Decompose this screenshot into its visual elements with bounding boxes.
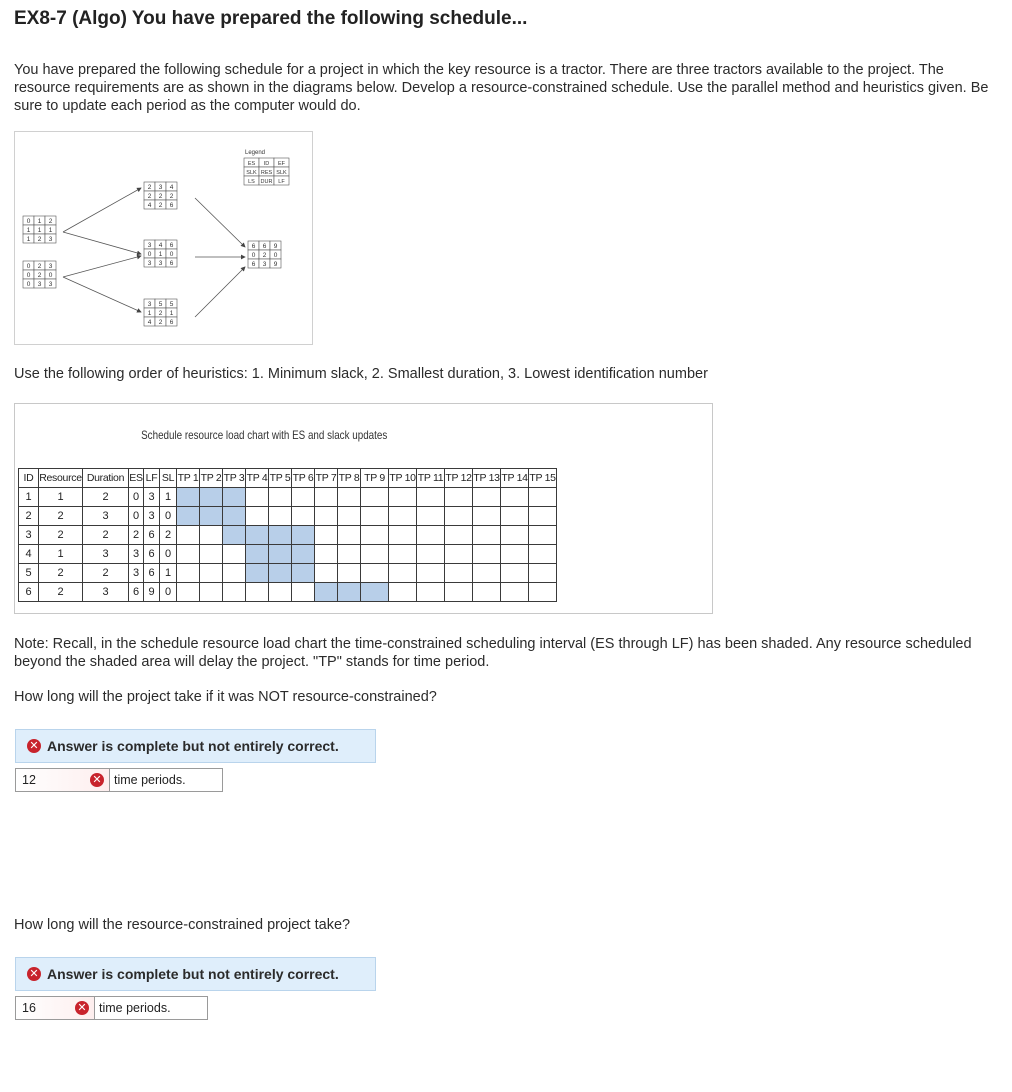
node-cell-text: 3 xyxy=(158,259,163,267)
shaded-period-cell xyxy=(177,488,200,507)
shaded-period-cell xyxy=(315,583,338,602)
cell-duration: 3 xyxy=(83,507,129,526)
cell-es: 0 xyxy=(129,507,144,526)
node-cell-text: 6 xyxy=(169,259,174,267)
node-cell-text: RES xyxy=(260,169,273,176)
load-chart-table xyxy=(18,468,557,602)
cell-duration: 3 xyxy=(83,583,129,602)
period-cell xyxy=(417,526,445,545)
shaded-period-cell xyxy=(361,583,389,602)
node-cell-text: 2 xyxy=(147,183,152,191)
period-cell xyxy=(389,583,417,602)
node-cell-text: 3 xyxy=(48,235,53,243)
cell-id: 4 xyxy=(19,545,39,564)
period-cell xyxy=(338,507,361,526)
period-cell xyxy=(246,583,269,602)
node-cell-text: SLK xyxy=(276,169,287,176)
period-cell xyxy=(292,507,315,526)
network-diagram xyxy=(14,131,313,345)
period-header: TP 13 xyxy=(473,469,501,488)
cell-duration: 2 xyxy=(83,564,129,583)
node-cell-text: 2 xyxy=(169,192,174,200)
answer-row-2 xyxy=(15,996,208,1020)
answer-value: 12 xyxy=(22,773,36,787)
cell-resource: 2 xyxy=(39,583,83,602)
cell-id: 2 xyxy=(19,507,39,526)
cell-lf: 3 xyxy=(144,507,160,526)
period-cell xyxy=(315,526,338,545)
node-cell-text: 2 xyxy=(37,235,42,243)
period-cell xyxy=(315,488,338,507)
cell-sl: 0 xyxy=(160,545,177,564)
node-cell-text: 0 xyxy=(26,262,31,270)
period-cell xyxy=(361,564,389,583)
unit-label-2: time periods. xyxy=(94,996,208,1020)
period-header: TP 8 xyxy=(338,469,361,488)
node-cell-text: 2 xyxy=(37,262,42,270)
cell-id: 6 xyxy=(19,583,39,602)
period-cell xyxy=(473,507,501,526)
node-cell-text: 6 xyxy=(169,318,174,326)
node-grids xyxy=(23,182,281,326)
unit-label-1: time periods. xyxy=(109,768,223,792)
period-cell xyxy=(315,545,338,564)
node-cell-text: 1 xyxy=(26,226,31,234)
period-cell xyxy=(501,545,529,564)
cell-lf: 3 xyxy=(144,488,160,507)
cell-sl: 0 xyxy=(160,507,177,526)
period-cell xyxy=(501,564,529,583)
period-cell xyxy=(529,488,557,507)
period-header: TP 11 xyxy=(417,469,445,488)
period-cell xyxy=(338,564,361,583)
period-header: TP 5 xyxy=(269,469,292,488)
period-header: TP 7 xyxy=(315,469,338,488)
answer-row-1 xyxy=(15,768,223,792)
node-cell-text: 2 xyxy=(158,201,163,209)
node-cell-text: 6 xyxy=(262,242,267,250)
arrow-2-5 xyxy=(63,277,141,312)
period-cell xyxy=(361,488,389,507)
answer-input-1[interactable] xyxy=(15,768,109,792)
table-row xyxy=(19,545,557,564)
period-cell xyxy=(246,507,269,526)
node-cell-text: EF xyxy=(277,160,286,167)
node-cell-text: 3 xyxy=(147,241,152,249)
period-cell xyxy=(338,526,361,545)
node-cell-text: 0 xyxy=(26,271,31,279)
period-cell xyxy=(177,583,200,602)
period-cell xyxy=(445,507,473,526)
node-cell-text: 4 xyxy=(169,183,174,191)
period-cell xyxy=(529,583,557,602)
period-header: TP 9 xyxy=(361,469,389,488)
column-header: Resource xyxy=(39,469,83,488)
shaded-period-cell xyxy=(292,564,315,583)
answer-input-2[interactable] xyxy=(15,996,94,1020)
period-cell xyxy=(223,583,246,602)
period-cell xyxy=(269,507,292,526)
cell-es: 3 xyxy=(129,564,144,583)
shaded-period-cell xyxy=(246,564,269,583)
cell-sl: 1 xyxy=(160,488,177,507)
period-header: TP 2 xyxy=(200,469,223,488)
node-cell-text: 1 xyxy=(169,309,174,317)
period-cell xyxy=(177,564,200,583)
period-cell xyxy=(473,564,501,583)
legend-grid xyxy=(244,158,289,185)
period-cell xyxy=(473,488,501,507)
period-cell xyxy=(200,564,223,583)
x-circle-icon: ✕ xyxy=(27,967,41,981)
legend-title: Legend xyxy=(245,150,266,156)
period-header: TP 1 xyxy=(177,469,200,488)
period-cell xyxy=(417,545,445,564)
period-cell xyxy=(269,583,292,602)
column-header: ID xyxy=(19,469,39,488)
node-cell-text: 1 xyxy=(158,250,163,258)
question-2: How long will the resource-constrained project take? xyxy=(14,917,351,933)
period-cell xyxy=(473,545,501,564)
x-circle-icon: ✕ xyxy=(75,1001,89,1015)
period-cell xyxy=(417,488,445,507)
cell-lf: 6 xyxy=(144,545,160,564)
node-cell-text: 1 xyxy=(26,235,31,243)
node-cell-text: 5 xyxy=(158,300,163,308)
banner-text: Answer is complete but not entirely correct. xyxy=(47,966,339,982)
activity-node-4 xyxy=(144,240,177,267)
activity-node-3 xyxy=(144,182,177,209)
cell-id: 5 xyxy=(19,564,39,583)
period-cell xyxy=(445,545,473,564)
period-cell xyxy=(292,488,315,507)
answer-status-banner-2 xyxy=(15,957,376,991)
x-circle-icon: ✕ xyxy=(27,739,41,753)
period-cell xyxy=(529,526,557,545)
arrow-2-4 xyxy=(63,256,141,277)
cell-sl: 2 xyxy=(160,526,177,545)
banner-text: Answer is complete but not entirely correct. xyxy=(47,738,339,754)
node-cell-text: DUR xyxy=(260,178,273,185)
period-cell xyxy=(361,545,389,564)
cell-duration: 2 xyxy=(83,526,129,545)
answer-value: 16 xyxy=(22,1001,36,1015)
note-text: Note: Recall, in the schedule resource load chart the time-constrained scheduling interval (ES through LF) has been shaded. Any resource scheduled beyond the shaded area will delay the project. "TP" stands for time period. xyxy=(14,636,972,670)
node-cell-text: 3 xyxy=(262,260,267,268)
period-cell xyxy=(417,507,445,526)
node-cell-text: 6 xyxy=(251,260,256,268)
chart-header-row xyxy=(19,469,557,488)
period-cell xyxy=(177,545,200,564)
arrow-1-3 xyxy=(63,188,141,232)
period-header: TP 10 xyxy=(389,469,417,488)
period-cell xyxy=(315,564,338,583)
chart-title: Schedule resource load chart with ES and slack updates xyxy=(141,428,388,442)
period-cell xyxy=(389,488,417,507)
period-cell xyxy=(501,488,529,507)
period-cell xyxy=(246,488,269,507)
node-cell-text: 3 xyxy=(48,262,53,270)
node-cell-text: ES xyxy=(247,160,256,167)
period-cell xyxy=(389,564,417,583)
period-cell xyxy=(445,583,473,602)
period-cell xyxy=(361,526,389,545)
shaded-period-cell xyxy=(292,526,315,545)
node-cell-text: 2 xyxy=(147,192,152,200)
column-header: LF xyxy=(144,469,160,488)
node-cell-text: LS xyxy=(248,178,255,185)
node-cell-text: 5 xyxy=(169,300,174,308)
node-cell-text: 0 xyxy=(26,280,31,288)
shaded-period-cell xyxy=(246,526,269,545)
shaded-period-cell xyxy=(269,545,292,564)
arrow-1-4 xyxy=(63,232,141,254)
activity-node-2 xyxy=(23,261,56,288)
node-cell-text: SLK xyxy=(246,169,257,176)
question-1: How long will the project take if it was NOT resource-constrained? xyxy=(14,689,437,705)
shaded-period-cell xyxy=(292,545,315,564)
shaded-period-cell xyxy=(200,507,223,526)
resource-load-chart xyxy=(14,403,713,614)
period-cell xyxy=(501,507,529,526)
period-cell xyxy=(200,583,223,602)
x-circle-icon: ✕ xyxy=(90,773,104,787)
table-row xyxy=(19,526,557,545)
node-cell-text: 4 xyxy=(158,241,163,249)
period-header: TP 3 xyxy=(223,469,246,488)
period-cell xyxy=(389,526,417,545)
shaded-period-cell xyxy=(223,507,246,526)
period-cell xyxy=(292,583,315,602)
period-cell xyxy=(445,488,473,507)
column-header: ES xyxy=(129,469,144,488)
node-cell-text: 3 xyxy=(48,280,53,288)
node-cell-text: 0 xyxy=(273,251,278,259)
cell-lf: 9 xyxy=(144,583,160,602)
shaded-period-cell xyxy=(338,583,361,602)
cell-resource: 2 xyxy=(39,526,83,545)
node-cell-text: 0 xyxy=(251,251,256,259)
period-header: TP 12 xyxy=(445,469,473,488)
period-cell xyxy=(200,545,223,564)
period-cell xyxy=(389,545,417,564)
table-row xyxy=(19,488,557,507)
period-cell xyxy=(529,545,557,564)
cell-es: 2 xyxy=(129,526,144,545)
node-cell-text: 0 xyxy=(48,271,53,279)
shaded-period-cell xyxy=(223,526,246,545)
table-row xyxy=(19,507,557,526)
page-title: EX8-7 (Algo) You have prepared the following schedule... xyxy=(14,8,528,29)
arrow-5-6 xyxy=(195,267,245,317)
node-cell-text: ID xyxy=(263,160,270,167)
node-cell-text: 0 xyxy=(26,217,31,225)
period-cell xyxy=(177,526,200,545)
cell-es: 3 xyxy=(129,545,144,564)
cell-duration: 2 xyxy=(83,488,129,507)
period-cell xyxy=(445,526,473,545)
node-cell-text: 1 xyxy=(37,226,42,234)
node-cell-text: 1 xyxy=(48,226,53,234)
period-cell xyxy=(269,488,292,507)
shaded-period-cell xyxy=(200,488,223,507)
shaded-period-cell xyxy=(269,564,292,583)
cell-es: 0 xyxy=(129,488,144,507)
node-cell-text: 6 xyxy=(251,242,256,250)
cell-sl: 1 xyxy=(160,564,177,583)
period-cell xyxy=(417,564,445,583)
cell-id: 3 xyxy=(19,526,39,545)
cell-resource: 2 xyxy=(39,507,83,526)
period-header: TP 15 xyxy=(529,469,557,488)
node-cell-text: 3 xyxy=(147,259,152,267)
node-cell-text: 0 xyxy=(169,250,174,258)
cell-es: 6 xyxy=(129,583,144,602)
period-cell xyxy=(361,507,389,526)
cell-duration: 3 xyxy=(83,545,129,564)
period-cell xyxy=(501,583,529,602)
activity-node-1 xyxy=(23,216,56,243)
period-cell xyxy=(338,488,361,507)
period-cell xyxy=(445,564,473,583)
period-header: TP 6 xyxy=(292,469,315,488)
period-cell xyxy=(473,583,501,602)
activity-node-5 xyxy=(144,299,177,326)
arrow-3-6 xyxy=(195,198,245,247)
node-cell-text: 2 xyxy=(48,217,53,225)
period-cell xyxy=(473,526,501,545)
period-cell xyxy=(223,545,246,564)
shaded-period-cell xyxy=(223,488,246,507)
node-cell-text: 0 xyxy=(147,250,152,258)
table-row xyxy=(19,564,557,583)
period-cell xyxy=(389,507,417,526)
node-cell-text: 9 xyxy=(273,260,278,268)
problem-intro: You have prepared the following schedule for a project in which the key resource is a tractor. There are three tractors available to the project. The resource requirements are as shown in the diagrams below. Develop a resource-constrained schedule. Use the parallel method and heuristics given. Be sure to update each period as the computer would do. xyxy=(14,62,989,114)
node-cell-text: 2 xyxy=(158,192,163,200)
cell-lf: 6 xyxy=(144,526,160,545)
shaded-period-cell xyxy=(177,507,200,526)
period-cell xyxy=(529,564,557,583)
node-cell-text: 1 xyxy=(147,309,152,317)
node-cell-text: 3 xyxy=(37,280,42,288)
cell-resource: 1 xyxy=(39,545,83,564)
column-header: Duration xyxy=(83,469,129,488)
network-diagram-svg xyxy=(15,132,312,344)
node-cell-text: 4 xyxy=(147,201,152,209)
node-cell-text: 3 xyxy=(158,183,163,191)
node-cell-text: 3 xyxy=(147,300,152,308)
node-cell-text: 2 xyxy=(158,309,163,317)
node-cell-text: LF xyxy=(278,178,285,185)
period-cell xyxy=(315,507,338,526)
cell-resource: 2 xyxy=(39,564,83,583)
cell-sl: 0 xyxy=(160,583,177,602)
chart-body xyxy=(19,488,557,602)
table-row xyxy=(19,583,557,602)
column-header: SL xyxy=(160,469,177,488)
period-cell xyxy=(223,564,246,583)
activity-node-6 xyxy=(248,241,281,268)
period-cell xyxy=(501,526,529,545)
node-cell-text: 2 xyxy=(158,318,163,326)
period-header: TP 14 xyxy=(501,469,529,488)
period-cell xyxy=(200,526,223,545)
node-cell-text: 2 xyxy=(37,271,42,279)
period-cell xyxy=(529,507,557,526)
shaded-period-cell xyxy=(246,545,269,564)
node-cell-text: 9 xyxy=(273,242,278,250)
node-cell-text: 4 xyxy=(147,318,152,326)
period-cell xyxy=(338,545,361,564)
node-cell-text: 6 xyxy=(169,201,174,209)
period-header: TP 4 xyxy=(246,469,269,488)
heuristics-text: Use the following order of heuristics: 1. Minimum slack, 2. Smallest duration, 3. Lowest identification number xyxy=(14,366,708,382)
period-cell xyxy=(417,583,445,602)
node-cell-text: 2 xyxy=(262,251,267,259)
node-cell-text: 1 xyxy=(37,217,42,225)
answer-status-banner-1 xyxy=(15,729,376,763)
cell-resource: 1 xyxy=(39,488,83,507)
cell-id: 1 xyxy=(19,488,39,507)
cell-lf: 6 xyxy=(144,564,160,583)
legend-table xyxy=(244,158,289,185)
node-cell-text: 6 xyxy=(169,241,174,249)
shaded-period-cell xyxy=(269,526,292,545)
